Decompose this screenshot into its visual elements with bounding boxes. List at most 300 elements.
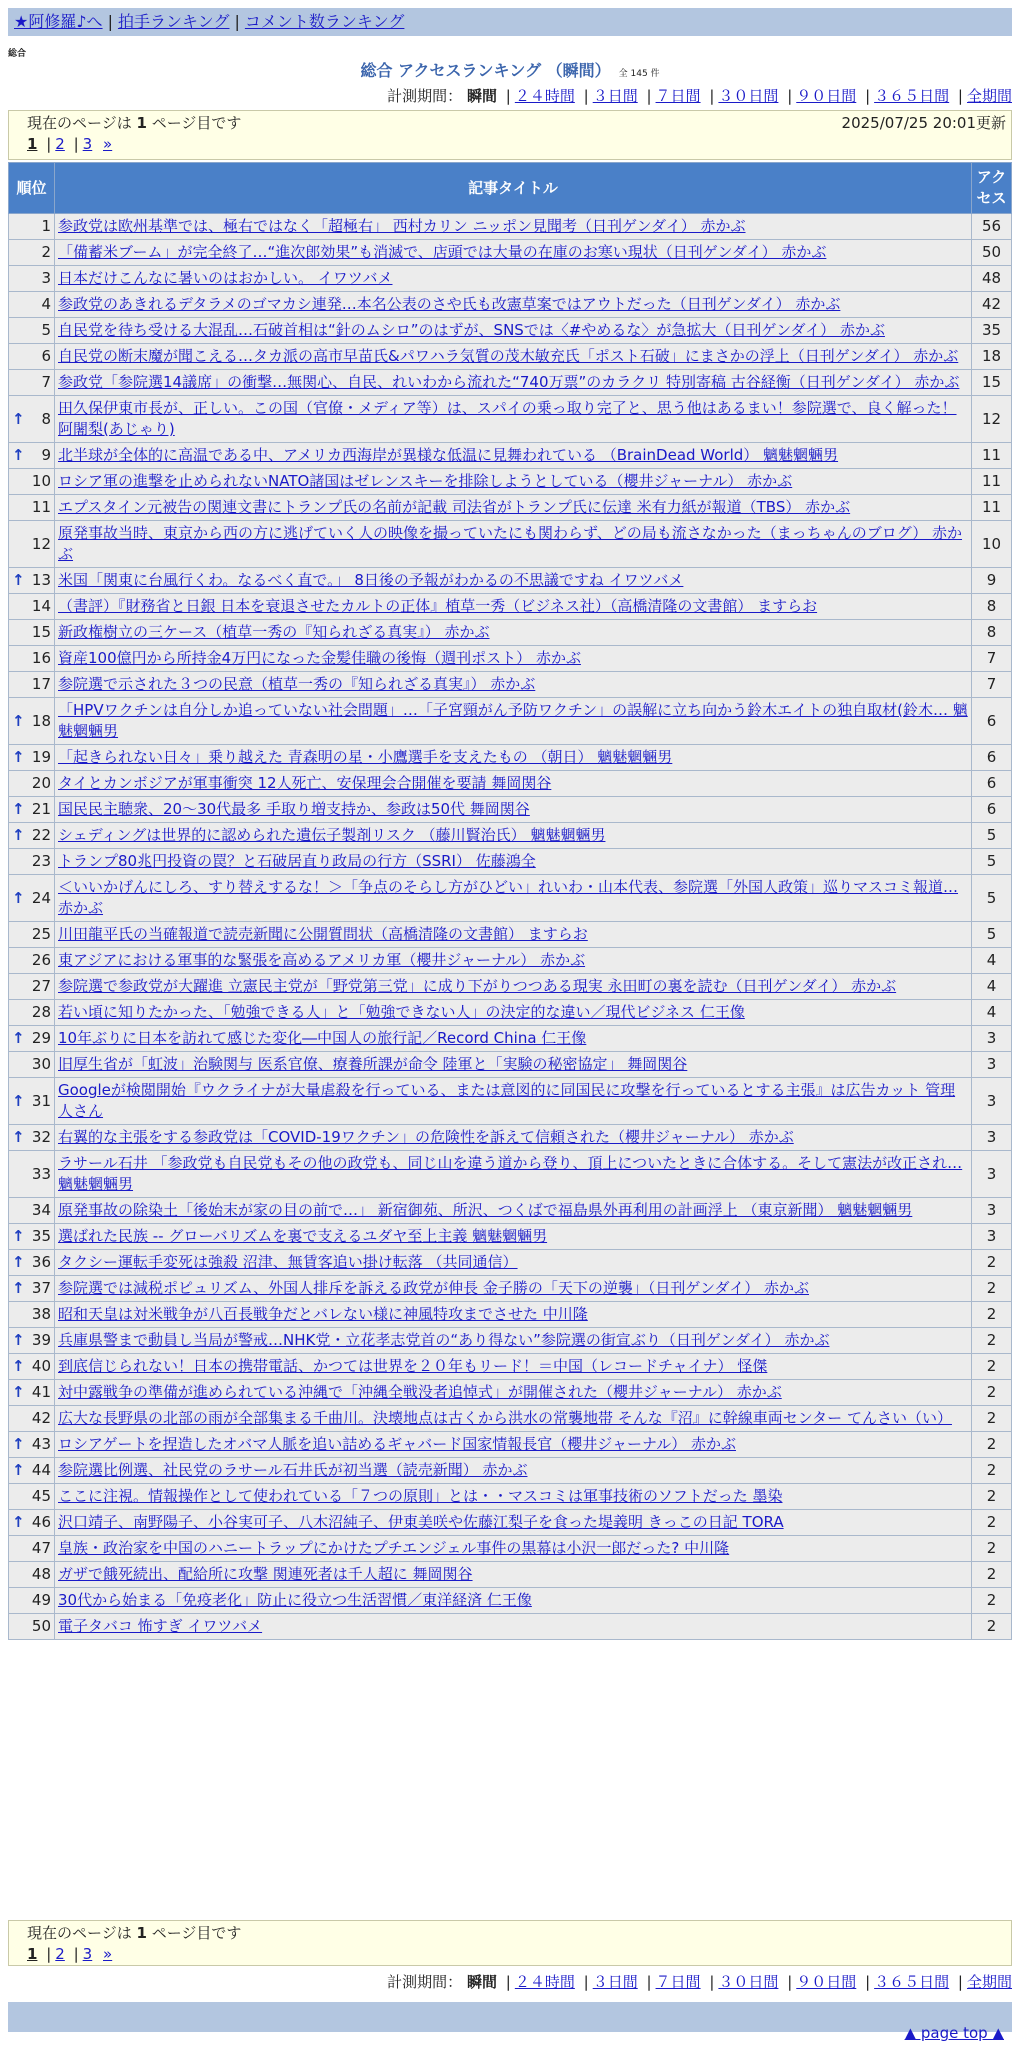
nav-separator: | [107,12,113,31]
access-count: 35 [972,318,1012,344]
rank-cell [9,521,55,568]
page-current: 1 [27,1945,38,1963]
title-cell [55,1432,972,1458]
rank-up-arrow-icon: ↑ [12,1461,25,1479]
article-title-link[interactable]: 右翼的な主張をする参政党は「COVID-19ワクチン」の危険性を訴えて信頼された（櫻井ジャーナル） 赤かぶ [58,1128,794,1146]
period-30d-link[interactable]: ３０日間 [718,1973,779,1991]
access-count: 9 [972,568,1012,594]
rank-cell [9,672,55,698]
title-cell [55,849,972,875]
period-90d-link[interactable]: ９０日間 [796,1973,857,1991]
access-count: 3 [972,1224,1012,1250]
rank-cell [9,823,55,849]
rank-cell [9,1000,55,1026]
article-title-link[interactable]: 兵庫県警まで動員し当局が警戒…NHK党・立花孝志党首の“あり得ない”参院選の街宣ぶり（日刊ゲンダイ） 赤かぶ [58,1331,830,1349]
rank-number: 6 [41,347,51,365]
rank-cell [9,266,55,292]
article-title-link[interactable]: シェディングは世界的に認められた遺伝子製剤リスク （藤川賢治氏） 魑魅魍魎男 [58,826,606,844]
title-cell [55,974,972,1000]
rank-number: 27 [31,977,51,995]
rank-number: 24 [31,888,51,907]
rank-cell [9,396,55,443]
access-count: 3 [972,1026,1012,1052]
period-24h-link[interactable]: ２４時間 [514,1973,575,1991]
rank-number: 37 [31,1279,51,1297]
article-title-link[interactable]: 参政党は欧州基準では、極右ではなく「超極右」 西村カリン ニッポン見聞考（日刊ゲンダイ） 赤かぶ [58,217,746,235]
article-title-link[interactable]: ロシアゲートを捏造したオバマ人脈を追い詰めるギャバード国家情報長官（櫻井ジャーナル） 赤かぶ [58,1435,736,1453]
table-row [9,974,1012,1000]
title-cell [55,875,972,922]
title-cell [55,1250,972,1276]
article-title-link[interactable]: 到底信じられない！日本の携帯電話、かつては世界を２０年もリード！＝中国（レコードチャイナ） 怪傑 [58,1357,768,1375]
article-title-link[interactable]: 国民民主聴衆、20～30代最多 手取り増支持か、参政は50代 舞岡関谷 [58,800,530,818]
article-title-link[interactable]: 参院選比例選、社民党のラサール石井氏が初当選（読売新聞） 赤かぶ [58,1461,528,1479]
rank-number: 41 [31,1383,51,1401]
access-count: 3 [972,1151,1012,1198]
rank-number: 30 [31,1055,51,1073]
rank-number: 12 [31,534,51,553]
rank-number: 23 [31,852,51,870]
rank-up-arrow-icon: ↑ [12,1091,25,1110]
rank-cell [9,745,55,771]
title-cell [55,1328,972,1354]
access-count: 18 [972,344,1012,370]
rank-cell [9,698,55,745]
title-cell [55,1614,972,1640]
rank-number: 21 [31,800,51,818]
rank-number: 46 [31,1513,51,1531]
article-title-link[interactable]: 「起きられない日々」乗り越えた 青森明の星・小鷹選手を支えたもの （朝日） 魑魅魍魎男 [58,748,673,766]
title-cell [55,672,972,698]
article-title-link[interactable]: 東アジアにおける軍事的な緊張を高めるアメリカ軍（櫻井ジャーナル） 赤かぶ [58,951,586,969]
article-title-link[interactable]: （書評）『財務省と日銀 日本を衰退させたカルトの正体』植草一秀（ビジネス社）（高橋清隆の文書館） ますらお [58,597,818,615]
title-cell [55,568,972,594]
rank-up-arrow-icon: ↑ [12,888,25,907]
rank-number: 11 [31,498,51,516]
home-link[interactable]: ★阿修羅♪へ [14,12,103,31]
access-count: 12 [972,396,1012,443]
table-row [9,1328,1012,1354]
period-3d-link[interactable]: ３日間 [592,87,638,105]
title-cell [55,1078,972,1125]
period-selector-top: 計測期間： 瞬間 | ２４時間 | ３日間 | ７日間 | ３０日間 | ９０日間 | ３６５日間 | 全期間 [387,87,1012,105]
title-cell [55,1302,972,1328]
access-count: 11 [972,469,1012,495]
period-current: 瞬間 [466,87,497,105]
access-count: 42 [972,292,1012,318]
header-access: アクセス [972,163,1012,214]
period-selector-bottom: 計測期間： 瞬間 | ２４時間 | ３日間 | ７日間 | ３０日間 | ９０日間 | ３６５日間 | 全期間 [387,1973,1012,1991]
period-all-link[interactable]: 全期間 [966,1973,1012,1991]
article-title-link[interactable]: 日本だけこんなに暑いのはおかしい。 イワツバメ [58,269,393,287]
access-count: 10 [972,521,1012,568]
rank-cell [9,1078,55,1125]
article-title-link[interactable]: 自民党を待ち受ける大混乱…石破首相は“針のムシロ”のはずが、SNSでは〈#やめるな〉が急拡大（日刊ゲンダイ） 赤かぶ [58,321,885,339]
title-cell [55,698,972,745]
table-row [9,849,1012,875]
table-row [9,1510,1012,1536]
article-title-link[interactable]: ここに注視。情報操作として使われている「７つの原則」とは・・マスコミは軍事技術のソフトだった 墨染 [58,1487,783,1505]
article-title-link[interactable]: 参院選で参政党が大躍進 立憲民主党が「野党第三党」に成り下がりつつある現実 永田町の裏を読む（日刊ゲンダイ） 赤かぶ [58,977,897,995]
rank-up-arrow-icon: ↑ [12,1435,25,1453]
rank-cell [9,370,55,396]
table-row [9,823,1012,849]
access-count: 2 [972,1536,1012,1562]
title-cell [55,922,972,948]
top-nav-bar [8,8,1012,36]
access-count: 3 [972,1125,1012,1151]
rank-cell [9,344,55,370]
rank-number: 4 [41,295,51,313]
title-cell [55,240,972,266]
rank-up-arrow-icon: ↑ [12,571,25,589]
table-row [9,1250,1012,1276]
article-title-link[interactable]: 「備蓄米ブーム」が完全終了…“進次郎効果”も消滅で、店頭では大量の在庫のお寒い現状（日刊ゲンダイ） 赤かぶ [58,243,827,261]
access-count: 3 [972,1198,1012,1224]
title-cell [55,1198,972,1224]
rank-up-arrow-icon: ↑ [12,1513,25,1531]
rank-number: 18 [31,711,51,730]
rank-cell [9,1458,55,1484]
access-count: 2 [972,1432,1012,1458]
title-cell [55,1026,972,1052]
rank-number: 31 [31,1091,51,1110]
rank-cell [9,240,55,266]
period-30d-link[interactable]: ３０日間 [718,87,779,105]
title-cell [55,1406,972,1432]
rank-cell [9,1026,55,1052]
article-title-link[interactable]: ラサール石井 「参政党も自民党もその他の政党も、同じ山を違う道から登り、頂上についたときに合体する。そして憲法が改正され… 魑魅魍魎男 [58,1154,963,1193]
rank-cell [9,1151,55,1198]
rank-up-arrow-icon: ↑ [12,826,25,844]
article-title-link[interactable]: 旧厚生省が「虹波」治験関与 医系官僚、療養所課が命令 陸軍と「実験の秘密協定」 舞岡関谷 [58,1055,688,1073]
rank-cell [9,797,55,823]
rank-number: 2 [41,243,51,261]
table-row [9,1380,1012,1406]
page-info-top [8,110,1012,160]
ranking-table [8,162,1012,1640]
article-title-link[interactable]: 参政党「参院選14議席」の衝撃…無関心、自民、れいわから流れた“740万票”のカラクリ 特別寄稿 古谷経衡（日刊ゲンダイ） 赤かぶ [58,373,960,391]
article-title-link[interactable]: 10年ぶりに日本を訪れて感じた変化―中国人の旅行記／Record China 仁王像 [58,1029,587,1047]
table-row [9,266,1012,292]
article-title-link[interactable]: 「HPVワクチンは自分しか追っていない社会問題」…「子宮頸がん予防ワクチン」の誤解に立ち向かう鈴木エイトの独自取材(鈴木… 魑魅魍魎男 [58,701,968,740]
table-row [9,1614,1012,1640]
table-row [9,469,1012,495]
title-cell [55,1000,972,1026]
rank-up-arrow-icon: ↑ [12,1227,25,1245]
article-title-link[interactable]: 皇族・政治家を中国のハニートラップにかけたプチエンジェル事件の黒幕は小沢一郎だった? 中川隆 [58,1539,730,1557]
rank-up-arrow-icon: ↑ [12,1383,25,1401]
next-page-link[interactable]: » [103,135,113,153]
rank-cell [9,1302,55,1328]
access-count: 2 [972,1614,1012,1640]
access-count: 7 [972,672,1012,698]
period-7d-link[interactable]: ７日間 [655,1973,701,1991]
table-row [9,1432,1012,1458]
comment-ranking-link[interactable]: コメント数ランキング [244,12,405,31]
article-title-link[interactable]: ガザで餓死続出、配給所に攻撃 関連死者は千人超に 舞岡関谷 [58,1565,473,1583]
ranking-table-body [9,214,1012,1640]
article-title-link[interactable]: 原発事故の除染土「後始末が家の目の前で…」 新宿御苑、所沢、つくばで福島県外再利用の計画浮上 （東京新聞） 魑魅魍魎男 [58,1201,913,1219]
title-cell [55,594,972,620]
access-count: 6 [972,797,1012,823]
table-row [9,1562,1012,1588]
rank-number: 7 [41,373,51,391]
rank-cell [9,1562,55,1588]
article-title-link[interactable]: 若い頃に知りたかった、「勉強できる人」と「勉強できない人」の決定的な違い／現代ビジネス 仁王像 [58,1003,745,1021]
table-row [9,568,1012,594]
title-cell [55,620,972,646]
article-title-link[interactable]: 広大な長野県の北部の雨が全部集まる千曲川。決壊地点は古くから洪水の常襲地帯 そんな『沼』に幹線車両センター てんさい（い） [58,1409,952,1427]
access-count: 2 [972,1328,1012,1354]
access-count: 2 [972,1562,1012,1588]
header-title: 記事タイトル [55,163,972,214]
title-cell [55,469,972,495]
table-row [9,1198,1012,1224]
table-row [9,646,1012,672]
rank-number: 44 [31,1461,51,1479]
title-cell [55,745,972,771]
title-cell [55,1276,972,1302]
article-title-link[interactable]: 原発事故当時、東京から西の方に逃げていく人の映像を撮っていたにも関わらず、どの局も流さなかった（まっちゃんのブログ） 赤かぶ [58,524,963,563]
title-cell [55,1354,972,1380]
article-title-link[interactable]: ＜いいかげんにしろ、すり替えするな！＞「争点のそらし方がひどい」れいわ・山本代表、参院選「外国人政策」巡りマスコミ報道… 赤かぶ [58,878,959,917]
article-title-link[interactable]: Googleが検閲開始『ウクライナが大量虐殺を行っている、または意図的に同国民に攻撃を行っているとする主張』は広告カット 管理人さん [58,1081,956,1120]
article-title-link[interactable]: 参政党のあきれるデタラメのゴマカシ連発…本名公表のさや氏も改憲草案ではアウトだった（日刊ゲンダイ） 赤かぶ [58,295,841,313]
rank-number: 14 [31,597,51,615]
rank-up-arrow-icon: ↑ [12,1029,25,1047]
pagination-bottom: 1 | 2 | 3 » [27,1945,113,1963]
table-row [9,1302,1012,1328]
rank-up-arrow-icon: ↑ [12,446,25,464]
period-7d-link[interactable]: ７日間 [655,87,701,105]
table-row [9,495,1012,521]
article-title-link[interactable]: 対中露戦争の準備が進められている沖縄で「沖縄全戦没者追悼式」が開催された（櫻井ジャーナル） 赤かぶ [58,1383,782,1401]
title-cell [55,292,972,318]
rank-cell [9,292,55,318]
nav-separator: | [234,12,240,31]
access-count: 6 [972,698,1012,745]
page-current: 1 [27,135,38,153]
rank-number: 35 [31,1227,51,1245]
rank-number: 13 [31,571,51,589]
rank-cell [9,771,55,797]
period-all-link[interactable]: 全期間 [966,87,1012,105]
rank-number: 29 [31,1029,51,1047]
title-cell [55,771,972,797]
rank-cell [9,646,55,672]
table-row [9,745,1012,771]
title-cell [55,1536,972,1562]
access-count: 6 [972,745,1012,771]
page-2-link[interactable]: 2 [55,135,65,153]
page-top-link[interactable]: ▲ page top ▲ [904,2024,1004,2042]
title-cell [55,797,972,823]
article-title-link[interactable]: 川田龍平氏の当確報道で読売新聞に公開質問状（高橋清隆の文書館） ますらお [58,925,588,943]
access-count: 2 [972,1380,1012,1406]
rank-number: 34 [31,1201,51,1219]
total-count: 全 145 件 [618,69,660,79]
current-page-text-bottom: 現在のページは 1 ページ目です [27,1924,242,1942]
table-row [9,1406,1012,1432]
article-title-link[interactable]: ロシア軍の進撃を止められないNATO諸国はゼレンスキーを排除しようとしている（櫻井ジャーナル） 赤かぶ [58,472,793,490]
access-count: 3 [972,1052,1012,1078]
article-title-link[interactable]: 昭和天皇は対米戦争が八百長戦争だとバレない様に神風特攻までさせた 中川隆 [58,1305,588,1323]
rank-number: 36 [31,1253,51,1271]
table-row [9,443,1012,469]
article-title-link[interactable]: 米国「関東に台風行くわ。なるべく直で。」 8日後の予報がわかるの不思議ですね イワツバメ [58,571,684,589]
rank-cell [9,469,55,495]
title-cell [55,1484,972,1510]
article-title-link[interactable]: 北半球が全体的に高温である中、アメリカ西海岸が異様な低温に見舞われている （BrainDead World） 魑魅魍魎男 [58,446,839,464]
rank-cell [9,1432,55,1458]
page-2-link[interactable]: 2 [55,1945,65,1963]
article-title-link[interactable]: 参院選で示された３つの民意（植草一秀の『知られざる真実』） 赤かぶ [58,675,536,693]
table-row [9,396,1012,443]
access-count: 2 [972,1458,1012,1484]
table-row [9,1536,1012,1562]
rank-number: 15 [31,623,51,641]
table-row [9,948,1012,974]
title-cell [55,1380,972,1406]
table-row [9,620,1012,646]
rank-cell [9,849,55,875]
title-cell [55,1052,972,1078]
table-row [9,1224,1012,1250]
title-cell [55,318,972,344]
period-90d-link[interactable]: ９０日間 [796,87,857,105]
article-title-link[interactable]: 沢口靖子、南野陽子、小谷実可子、八木沼純子、伊東美咲や佐藤江梨子を食った堤義明 きっこの日記 TORA [58,1513,784,1531]
rank-number: 42 [31,1409,51,1427]
rank-cell [9,1198,55,1224]
rank-up-arrow-icon: ↑ [12,1331,25,1349]
table-row [9,797,1012,823]
rank-number: 9 [41,446,51,464]
article-title-link[interactable]: 自民党の断末魔が聞こえる…タカ派の高市早苗氏&パワハラ気質の茂木敏充氏「ポスト石破」にまさかの浮上（日刊ゲンダイ） 赤かぶ [58,347,959,365]
rank-number: 50 [31,1617,51,1635]
access-count: 2 [972,1276,1012,1302]
article-title-link[interactable]: タイとカンボジアが軍事衝突 12人死亡、安保理会合開催を要請 舞岡関谷 [58,774,552,792]
period-3d-link[interactable]: ３日間 [592,1973,638,1991]
rank-cell [9,875,55,922]
article-title-link[interactable]: 新政権樹立の三ケース（植草一秀の『知られざる真実』） 赤かぶ [58,623,490,641]
access-count: 3 [972,1078,1012,1125]
title-cell [55,495,972,521]
table-row [9,240,1012,266]
rank-cell [9,1354,55,1380]
access-count: 7 [972,646,1012,672]
rank-cell [9,1380,55,1406]
table-row [9,318,1012,344]
rank-cell [9,1484,55,1510]
period-label: 計測期間： [387,1973,463,1991]
rank-cell [9,568,55,594]
access-count: 5 [972,849,1012,875]
table-row [9,672,1012,698]
period-24h-link[interactable]: ２４時間 [514,87,575,105]
access-count: 11 [972,443,1012,469]
rank-number: 28 [31,1003,51,1021]
rank-number: 17 [31,675,51,693]
page-3-link[interactable]: 3 [82,1945,93,1963]
table-row [9,1000,1012,1026]
rank-number: 1 [41,217,51,235]
article-title-link[interactable]: 電子タバコ 怖すぎ イワツバメ [58,1617,263,1635]
title-cell [55,1125,972,1151]
article-title-link[interactable]: タクシー運転手変死は強殺 沼津、無賃客追い掛け転落 （共同通信） [58,1253,518,1271]
article-title-link[interactable]: 参院選では減税ポピュリズム、外国人排斥を訴える政党が伸長 金子勝の「天下の逆襲」（日刊ゲンダイ） 赤かぶ [58,1279,809,1297]
rank-number: 22 [31,826,51,844]
access-count: 5 [972,922,1012,948]
access-count: 5 [972,875,1012,922]
access-count: 4 [972,948,1012,974]
article-title-link[interactable]: 資産100億円から所持金4万円になった金髪佳職の後悔（週刊ポスト） 赤かぶ [58,649,581,667]
rank-cell [9,1510,55,1536]
rank-number: 25 [31,925,51,943]
rank-number: 45 [31,1487,51,1505]
title-cell [55,1588,972,1614]
table-row [9,922,1012,948]
period-current: 瞬間 [466,1973,497,1991]
article-title-link[interactable]: 田久保伊東市長が、正しい。この国（官僚・メディア等）は、スパイの乗っ取り完了と、思う他はあるまい！参院選で、良く解った！ 阿闍梨(あじゃり) [58,399,957,438]
title-cell [55,1224,972,1250]
table-row [9,1078,1012,1125]
access-count: 2 [972,1406,1012,1432]
rank-cell [9,1614,55,1640]
title-cell [55,344,972,370]
next-page-link[interactable]: » [103,1945,113,1963]
rank-cell [9,1125,55,1151]
rank-number: 39 [31,1331,51,1349]
rank-cell [9,318,55,344]
applause-ranking-link[interactable]: 拍手ランキング [117,12,230,31]
access-count: 2 [972,1484,1012,1510]
rank-number: 16 [31,649,51,667]
rank-cell [9,495,55,521]
rank-cell [9,443,55,469]
access-count: 15 [972,370,1012,396]
access-count: 5 [972,823,1012,849]
period-365d-link[interactable]: ３６５日間 [874,1973,950,1991]
rank-cell [9,1588,55,1614]
article-title-link[interactable]: 選ばれた民族 -- グローバリズムを裏で支えるユダヤ至上主義 魑魅魍魎男 [58,1227,548,1245]
rank-number: 19 [31,748,51,766]
article-title-link[interactable]: エプスタイン元被告の関連文書にトランプ氏の名前が記載 司法省がトランプ氏に伝達 米有力紙が報道（TBS） 赤かぶ [58,498,851,516]
table-row [9,1588,1012,1614]
table-row [9,698,1012,745]
article-title-link[interactable]: 30代から始まる「免疫老化」防止に役立つ生活習慣／東洋経済 仁王像 [58,1591,532,1609]
period-365d-link[interactable]: ３６５日間 [874,87,950,105]
rank-cell [9,594,55,620]
rank-number: 5 [41,321,51,339]
title-cell [55,1510,972,1536]
article-title-link[interactable]: トランプ80兆円投資の罠？と石破居直り政局の行方（SSRI） 佐藤鴻全 [58,852,536,870]
access-count: 4 [972,974,1012,1000]
table-row [9,1276,1012,1302]
rank-cell [9,922,55,948]
access-count: 2 [972,1250,1012,1276]
table-row [9,370,1012,396]
page-3-link[interactable]: 3 [82,135,93,153]
title-cell [55,1562,972,1588]
rank-cell [9,948,55,974]
access-count: 8 [972,594,1012,620]
rank-up-arrow-icon: ↑ [12,1279,25,1297]
rank-number: 40 [31,1357,51,1375]
page-info-bottom [8,1920,1012,1966]
rank-cell [9,1250,55,1276]
rank-number: 38 [31,1305,51,1323]
